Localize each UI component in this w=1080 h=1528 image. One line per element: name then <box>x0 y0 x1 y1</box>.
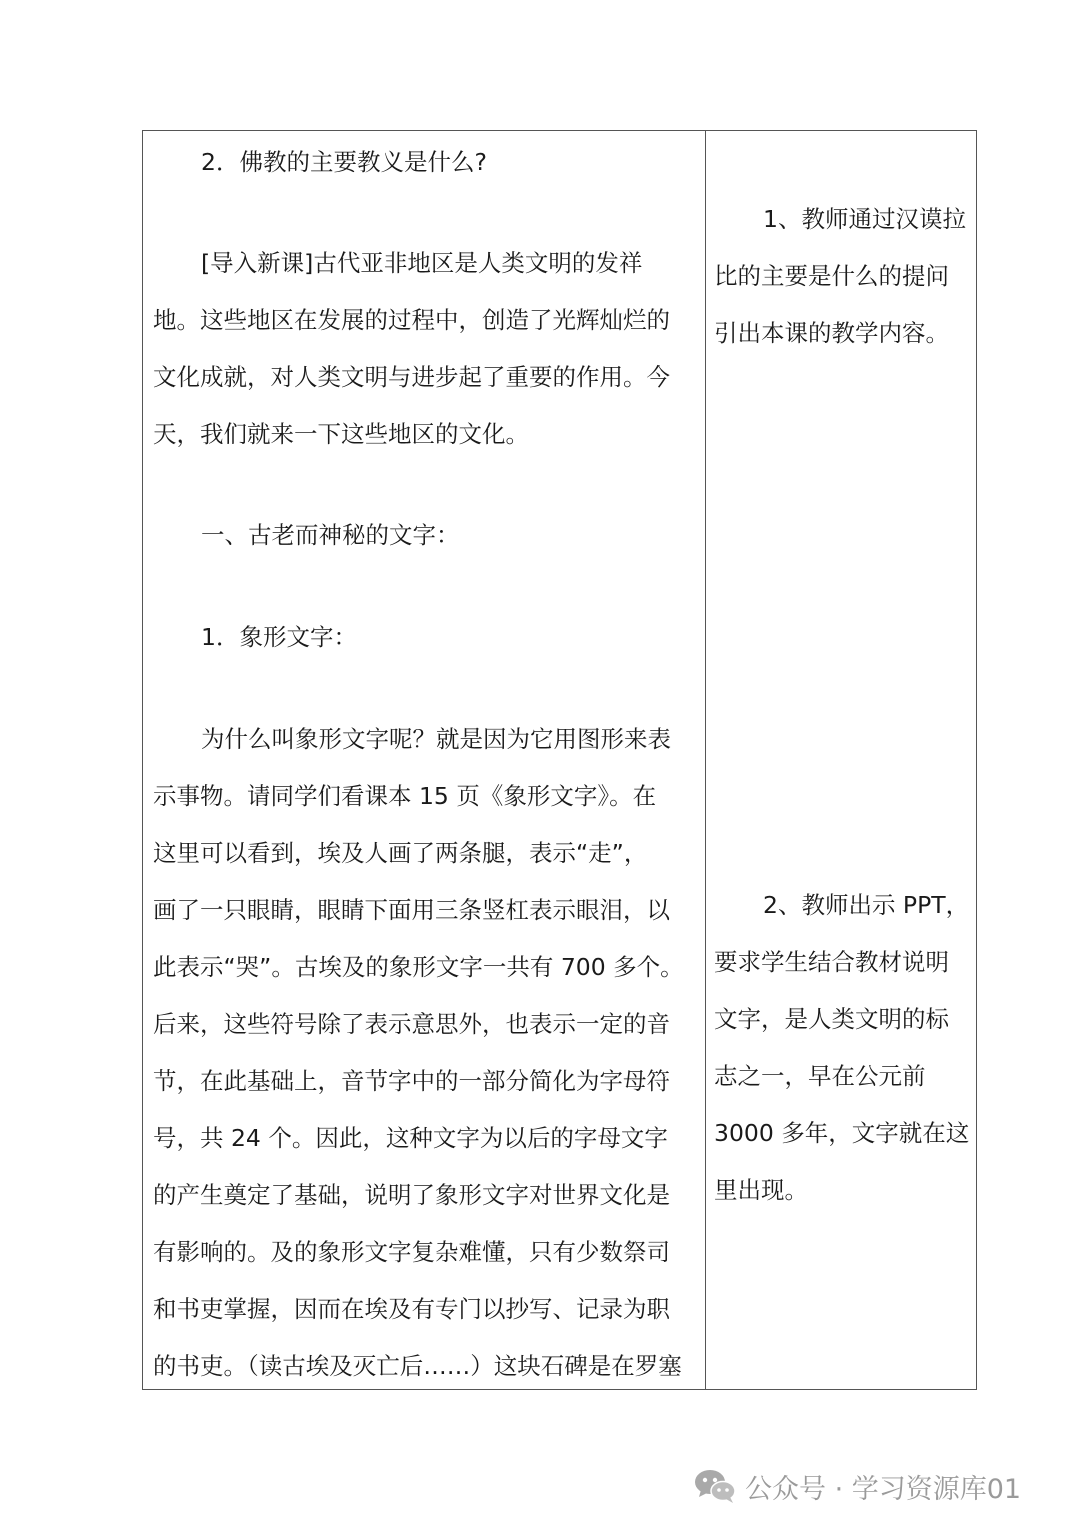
body-line: 画了一只眼睛，眼睛下面用三条竖杠表示眼泪，以 <box>153 896 670 924</box>
body-line: 有影响的。及的象形文字复杂难懂，只有少数祭司 <box>153 1238 670 1266</box>
note-line: 文字，是人类文明的标 <box>714 1005 949 1033</box>
intro-line: 地。这些地区在发展的过程中，创造了光辉灿烂的 <box>153 306 670 334</box>
body-line: 此表示“哭”。古埃及的象形文字一共有 700 多个。 <box>153 953 684 981</box>
note-line: 引出本课的教学内容。 <box>714 319 949 347</box>
intro-line: [导入新课]古代亚非地区是人类文明的发祥 <box>201 249 643 277</box>
section-heading: 一、古老而神秘的文字： <box>201 521 460 549</box>
note-line: 要求学生结合教材说明 <box>714 948 949 976</box>
body-line: 示事物。请同学们看课本 15 页《象形文字》。在 <box>153 782 657 810</box>
subsection-heading: 1．象形文字： <box>201 623 357 651</box>
note-line: 志之一，早在公元前 <box>714 1062 926 1090</box>
question-line: 2．佛教的主要教义是什么? <box>201 148 487 176</box>
body-line: 后来，这些符号除了表示意思外，也表示一定的音 <box>153 1010 670 1038</box>
note-line: 里出现。 <box>714 1176 808 1204</box>
body-line: 为什么叫象形文字呢？就是因为它用图形来表 <box>201 725 671 753</box>
body-line: 节，在此基础上，音节字中的一部分简化为字母符 <box>153 1067 670 1095</box>
account-watermark <box>693 1466 1021 1506</box>
intro-line: 天，我们就来一下这些地区的文化。 <box>153 420 529 448</box>
note-line: 2、教师出示 PPT， <box>763 891 970 919</box>
wechat-icon <box>693 1466 737 1506</box>
column-divider <box>705 131 706 1389</box>
body-line: 这里可以看到，埃及人画了两条腿，表示“走”， <box>153 839 648 867</box>
watermark-text: 公众号 · 学习资源库01 <box>745 1473 1022 1505</box>
body-line: 和书吏掌握，因而在埃及有专门以抄写、记录为职 <box>153 1295 670 1323</box>
lesson-plan-table <box>142 130 977 1390</box>
note-line: 比的主要是什么的提问 <box>714 262 949 290</box>
note-line: 1、教师通过汉谟拉 <box>763 205 966 233</box>
intro-line: 文化成就，对人类文明与进步起了重要的作用。今 <box>153 363 670 391</box>
body-line: 的产生奠定了基础，说明了象形文字对世界文化是 <box>153 1181 670 1209</box>
body-line: 号，共 24 个。因此，这种文字为以后的字母文字 <box>153 1124 668 1152</box>
note-line: 3000 多年，文字就在这 <box>714 1119 970 1147</box>
body-line: 的书吏。（读古埃及灭亡后……）这块石碑是在罗塞 <box>153 1352 682 1380</box>
